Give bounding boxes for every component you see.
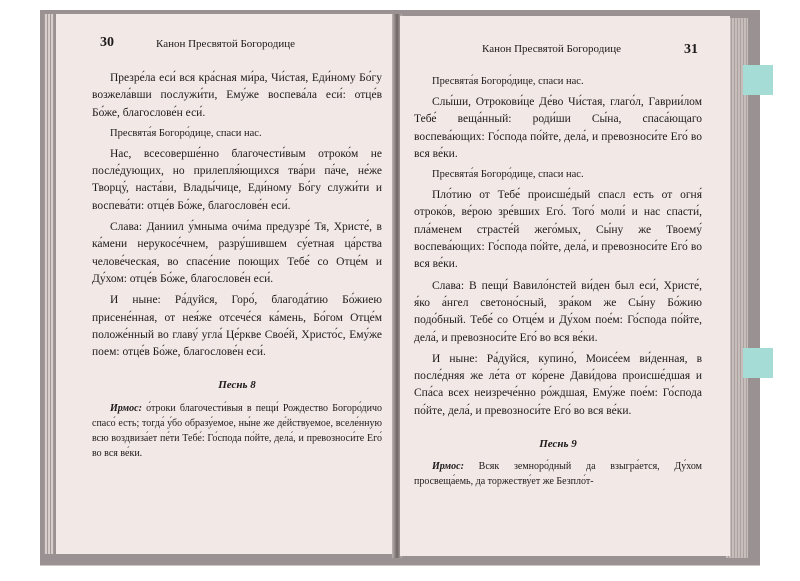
refrain-line: Пресвята́я Богоро́дице, спаси нас. <box>110 127 262 139</box>
page-text <box>414 73 702 493</box>
verse-paragraph: Слава: Даниил у́мныма очи́ма предузре́ Тя, Христе́, в ка́мени нерукосе́чнем, разру́шившем су́етная ца́рства челове́ческая, во спасе́ние поющих Тебе́ со Отце́м и Ду́хом: отце́в Бо́же, благослове́н еси́. <box>92 221 382 285</box>
page-text <box>92 70 382 465</box>
bookmark-tab <box>743 65 773 95</box>
page-number: 31 <box>684 42 698 57</box>
irmos-text: о́троки благочести́выя в пещи́ Рождество Богоро́дичо спасо́ есть; тогда́ у́бо образу́емое, ны́не же де́йствуемое, вселе́нную всю воздвиза́ет пе́ти Тебе́: Го́спода по́йте, дела́, и превозноси́те Его́ во вся ве́ки. <box>92 402 382 459</box>
irmos-label: Ирмос: <box>432 461 464 473</box>
song-heading: Песнь 8 <box>218 379 256 392</box>
scan-border-left <box>0 0 40 581</box>
scan-border-bottom <box>0 566 800 581</box>
refrain-line: Пресвята́я Богоро́дице, спаси нас. <box>432 76 584 87</box>
verse-paragraph: И ныне: Ра́дуйся, Горо́, благода́тию Бо́жиею присене́нная, от нея́же отсече́ся ка́мень, Бо́гом Отце́м положе́нный во главу́ угла́ Це́ркве Свое́й, Христо́с, Ему́же поем: отце́в Бо́же, благослове́н еси́. <box>92 294 382 359</box>
running-header: Канон Пресвятой Богородице <box>156 38 295 50</box>
verse-paragraph: Пло́тию от Тебе́ происше́дый спасл есть от огня́ отроко́в, ве́рою зре́вших Его́. Того́ моли́ и нас спасти́, пла́менем страсте́й жего́мых, Сы́ну же Твоему́ воспева́ющих: Го́спода по́йте, дела́, и превозноси́те Его́ во вся ве́ки. <box>414 189 702 271</box>
song-heading: Песнь 9 <box>539 438 577 451</box>
irmos-paragraph <box>92 401 382 461</box>
irmos-label: Ирмос: <box>110 402 142 414</box>
right-page <box>400 16 730 556</box>
running-header: Канон Пресвятой Богородице <box>482 43 621 55</box>
verse-paragraph: И ныне: Ра́дуйся, купино́, Моисе́ем ви́денная, в после́дняя же ле́та от ко́рене Дави́дова происше́дшая и Спа́са всех неизрече́нно ро́ждшая, Ему́же пое́м: Го́спода по́йте, дела́, и превозноси́те Его́ во вся ве́ки. <box>414 352 702 417</box>
verse-paragraph: Слы́ши, Отрокови́це Де́во Чи́стая, глаго́л, Гаврии́лом Тебе́ веща́нный: роди́ши Сы́на, спаса́ющаго воспева́ющих: Го́спода по́йте, дела́, и превозноси́те Его́ во вся ве́ки. <box>414 96 702 160</box>
irmos-paragraph <box>414 459 702 489</box>
verse-paragraph: Слава: В пещи́ Вавило́нстей ви́ден был еси́, Христе́, я́ко а́нгел светоно́сный, зра́ком же Сы́ну Бо́жию подо́бный. Тебе́ со Отце́м и Ду́хом пое́м: Го́спода по́йте, дела́, и превозноси́те Его́ во вся ве́ки. <box>414 279 702 344</box>
refrain-line: Пресвята́я Богоро́дице, спаси нас. <box>432 169 584 181</box>
page-number: 30 <box>100 35 114 50</box>
verse-paragraph: Нас, всесоверше́нно благочести́вым отроко́м не после́дующих, но прилепля́ющихся тва́ри па́че, не́же Творцу́, наста́ви, Влады́чице, Еди́ному Бо́гу служи́ти и воспева́ти: отце́в Бо́же, благослове́н еси́. <box>92 147 382 212</box>
bookmark-tab <box>743 348 773 378</box>
irmos-text: Всяк земноро́дный да взыгра́ется, Ду́хом просвеща́емь, да торжеству́ет же Безпло́т- <box>414 461 702 488</box>
page-edges-left <box>44 14 54 554</box>
left-page <box>56 14 394 554</box>
verse-paragraph: Презре́ла еси́ вся кра́сная ми́ра, Чи́стая, Еди́ному Бо́гу возжела́вши послужи́ти, Ему́же воспева́ла еси́: отце́в Бо́же, благослове́н еси́. <box>92 72 382 119</box>
